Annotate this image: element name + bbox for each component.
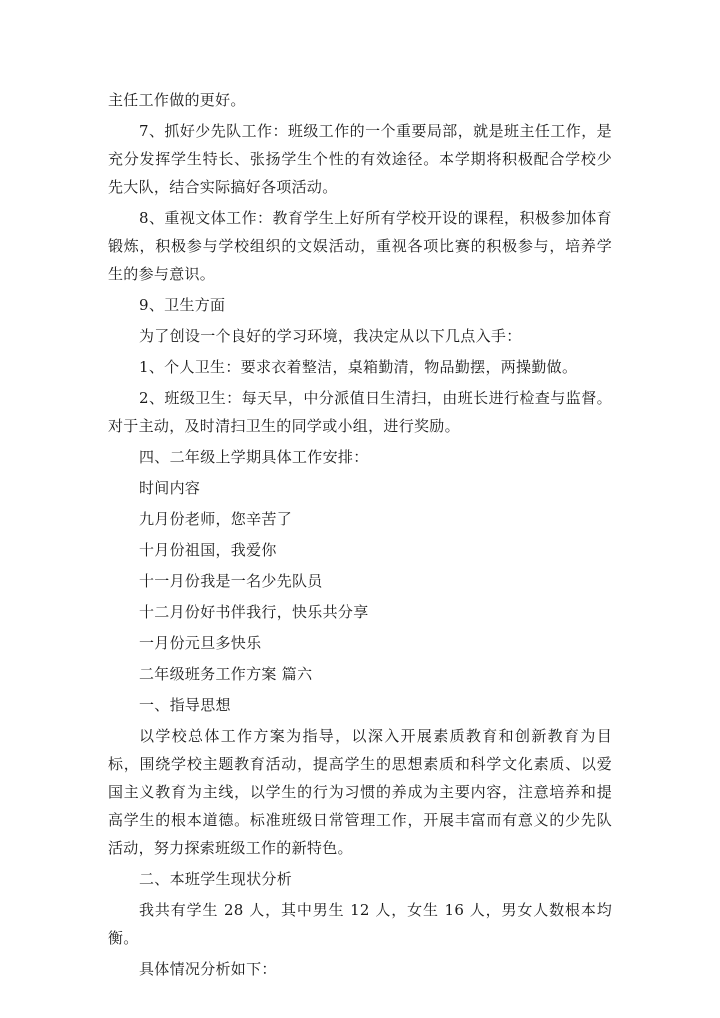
paragraph: 时间内容 [139, 479, 201, 497]
paragraph: 二、本班学生现状分析 [139, 870, 293, 888]
paragraph: 一月份元旦多快乐 [139, 634, 262, 652]
paragraph: 9、卫生方面 [139, 296, 226, 314]
paragraph: 十一月份我是一名少先队员 [139, 572, 323, 590]
paragraph: 主任工作做的更好。 [108, 91, 246, 109]
paragraph: 十月份祖国，我爱你 [139, 541, 277, 559]
paragraph: 十二月份好书伴我行，快乐共分享 [139, 603, 369, 621]
paragraph: 九月份老师，您辛苦了 [139, 510, 293, 528]
paragraph: 我共有学生 28 人，其中男生 12 人，女生 16 人，男女人数根本均衡。 [108, 901, 612, 947]
paragraph: 二年级班务工作方案 篇六 [139, 665, 313, 683]
paragraph: 1、个人卫生：要求衣着整洁，桌箱勤清，物品勤摆，两操勤做。 [139, 358, 578, 376]
paragraph: 8、重视文体工作：教育学生上好所有学校开设的课程，积极参加体育锻炼，积极参与学校组织的文娱活动，重视各项比赛的积极参与，培养学生的参与意识。 [108, 209, 612, 283]
paragraph: 以学校总体工作方案为指导，以深入开展素质教育和创新教育为目标，围绕学校主题教育活动，提高学生的思想素质和科学文化素质、以爱国主义教育为主线，以学生的行为习惯的养成为主要内容，注意培养和提高学生的根本道德。标准班级日常管理工作，开展丰富而有意义的少先队活动，努力探索班级工作的新特色。 [108, 727, 612, 857]
document-body [108, 86, 612, 983]
paragraph: 一、指导思想 [139, 696, 231, 714]
paragraph: 具体情况分析如下： [139, 960, 277, 978]
paragraph: 四、二年级上学期具体工作安排： [139, 448, 369, 466]
paragraph: 7、抓好少先队工作：班级工作的一个重要局部，就是班主任工作，是充分发挥学生特长、张扬学生个性的有效途径。本学期将积极配合学校少先大队，结合实际搞好各项活动。 [108, 122, 612, 196]
paragraph: 为了创设一个良好的学习环境，我决定从以下几点入手： [139, 327, 522, 345]
paragraph: 2、班级卫生：每天早，中分派值日生清扫，由班长进行检查与监督。对于主动，及时清扫卫生的同学或小组，进行奖励。 [108, 389, 612, 435]
